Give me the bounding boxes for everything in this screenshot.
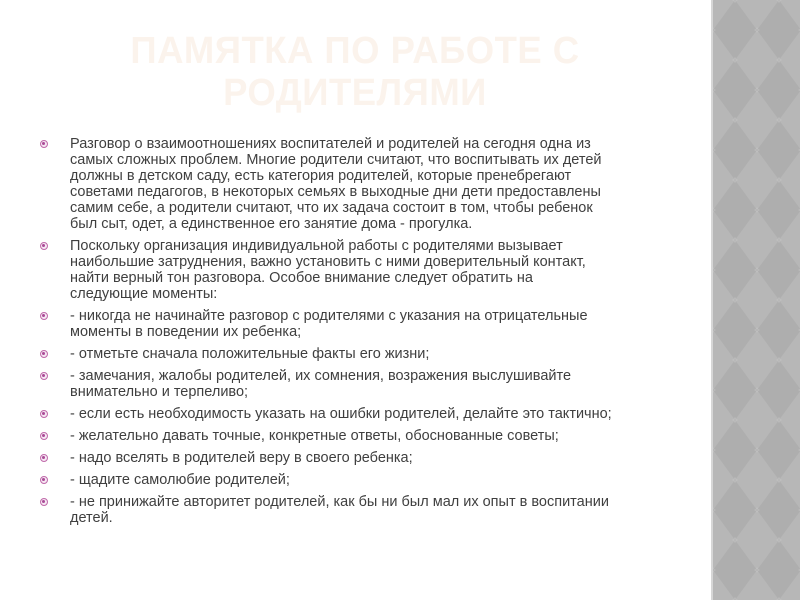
list-item xyxy=(40,238,625,302)
slide-title xyxy=(24,30,686,114)
target-dot-center xyxy=(42,478,45,481)
target-dot-icon xyxy=(40,432,48,440)
bullet-text: - не принижайте авторитет родителей, как бы ни был мал их опыт в воспитании детей. xyxy=(70,494,609,526)
bullet-text: - надо вселять в родителей веру в своего ребенка; xyxy=(70,450,413,466)
list-item xyxy=(40,450,625,466)
bullet-text: Поскольку организация индивидуальной работы с родителями вызывает наибольшие затруднения, важно установить с ними доверительный контакт, найти верный тон разговора. Особое внимание следует обратить на следующие моменты: xyxy=(70,238,586,302)
list-item xyxy=(40,494,625,526)
bullet-list xyxy=(0,136,625,526)
target-dot-center xyxy=(42,352,45,355)
list-item xyxy=(40,472,625,488)
target-dot-center xyxy=(42,434,45,437)
argyle-pattern-graphic xyxy=(713,0,800,600)
list-item xyxy=(40,406,625,422)
target-dot-center xyxy=(42,456,45,459)
target-dot-icon xyxy=(40,312,48,320)
target-dot-icon xyxy=(40,350,48,358)
list-item xyxy=(40,346,625,362)
bullet-text: - если есть необходимость указать на ошибки родителей, делайте это тактично; xyxy=(70,406,612,422)
bullet-text: - замечания, жалобы родителей, их сомнения, возражения выслушивайте внимательно и терпеливо; xyxy=(70,368,572,400)
target-dot-icon xyxy=(40,454,48,462)
bullet-text: - щадите самолюбие родителей; xyxy=(70,472,290,488)
slide-title-line-1: ПАМЯТКА ПО РАБОТЕ С xyxy=(130,30,580,72)
target-dot-icon xyxy=(40,242,48,250)
target-dot-center xyxy=(42,142,45,145)
target-dot-center xyxy=(42,314,45,317)
bullet-text: Разговор о взаимоотношениях воспитателей и родителей на сегодня одна из самых сложных проблем. Многие родители считают, что воспитывать их детей должны в детском саду, есть категория родителей, которые пренебрегают советами педагогов, в некоторых семьях в выходные дни дети предоставлены самим себе, а родители считают, что их задача состоит в том, чтобы ребенок был сыт, одет, а единственное его занятие дома - прогулка. xyxy=(70,136,602,232)
target-dot-icon xyxy=(40,140,48,148)
bullet-text: - никогда не начинайте разговор с родителями с указания на отрицательные моменты в поведении их ребенка; xyxy=(70,308,588,340)
list-item xyxy=(40,308,625,340)
bullet-text: - отметьте сначала положительные факты его жизни; xyxy=(70,346,430,362)
target-dot-icon xyxy=(40,498,48,506)
list-item xyxy=(40,368,625,400)
target-dot-icon xyxy=(40,372,48,380)
slide-title-line-2: РОДИТЕЛЯМИ xyxy=(223,72,487,114)
target-dot-center xyxy=(42,374,45,377)
target-dot-icon xyxy=(40,410,48,418)
target-dot-center xyxy=(42,500,45,503)
target-dot-center xyxy=(42,244,45,247)
decorative-argyle-sidebar xyxy=(711,0,800,600)
target-dot-icon xyxy=(40,476,48,484)
list-item xyxy=(40,428,625,444)
bullet-text: - желательно давать точные, конкретные ответы, обоснованные советы; xyxy=(70,428,559,444)
list-item xyxy=(40,136,625,232)
target-dot-center xyxy=(42,412,45,415)
